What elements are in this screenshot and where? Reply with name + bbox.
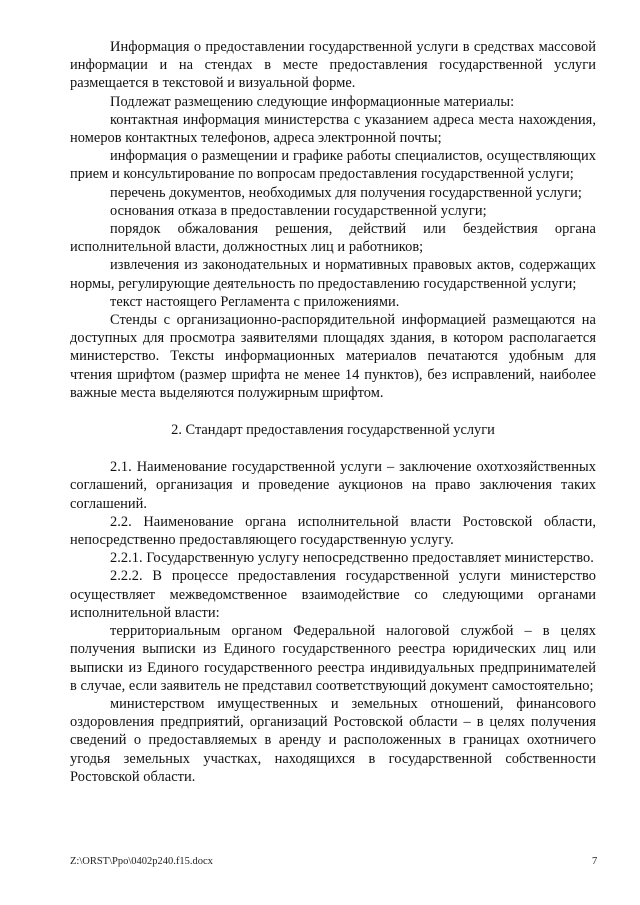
list-item: перечень документов, необходимых для получения государственной услуги;: [110, 184, 582, 201]
paragraph: 2.2. Наименование органа исполнительной власти Ростовской области, непосредственно предоставляющего государственную услугу.: [70, 513, 596, 549]
list-item: основания отказа в предоставлении государственной услуги;: [110, 202, 487, 219]
list-item: извлечения из законодательных и нормативных правовых актов, содержащих нормы, регулирующие деятельность по предоставлению государственной услуги;: [70, 257, 596, 292]
list-item: порядок обжалования решения, действий или бездействия органа исполнительной власти, должностных лиц и работников;: [70, 221, 596, 256]
paragraph: 2.2.2. В процессе предоставления государственной услуги министерство осуществляет межведомственное взаимодействие со следующими органами исполнительной власти:: [70, 568, 596, 621]
list-item: министерством имущественных и земельных отношений, финансового оздоровления предприятий, организаций Ростовской области – в целях получения сведений о предоставляемых в аренду и расположенных в границах охотничего угодья земельных участках, находящихся в государственной собственности Ростовской области.: [70, 695, 596, 785]
paragraph: Информация о предоставлении государственной услуги в средствах массовой информации и на стендах в месте предоставления государственной услуги размещается в текстовой и визуальной форме.: [70, 39, 596, 92]
page-number: 7: [592, 856, 598, 867]
paragraph: 2.1. Наименование государственной услуги – заключение охотхозяйственных соглашений, организация и проведение аукционов на право заключения таких соглашений.: [70, 459, 596, 512]
page-body: [70, 38, 596, 786]
list-item: территориальным органом Федеральной налоговой службой – в целях получения выписки из Единого государственного реестра юридических лиц или выписки из Единого государственного реестра индивидуальных предпринимателей в случае, если заявитель не представил соответствующий документ самостоятельно;: [70, 623, 596, 694]
footer-file-path: Z:\ORST\Ppo\0402p240.f15.docx: [70, 856, 213, 867]
list-item: текст настоящего Регламента с приложениями.: [110, 293, 400, 310]
paragraph: Стенды с организационно-распорядительной информацией размещаются на доступных для просмотра заявителями площадях здания, в котором располагается министерство. Тексты информационных материалов печатаются удобным для чтения шрифтом (размер шрифта не менее 14 пунктов), без исправлений, наиболее важные места выделяются полужирным шрифтом.: [70, 312, 596, 401]
list-item: контактная информация министерства с указанием адреса места нахождения, номеров контактных телефонов, адреса электронной почты;: [70, 111, 596, 147]
paragraph: 2.2.1. Государственную услугу непосредственно предоставляет министерство.: [110, 550, 594, 567]
paragraph: Подлежат размещению следующие информационные материалы:: [110, 93, 515, 110]
list-item: информация о размещении и графике работы специалистов, осуществляющих прием и консультирование по вопросам предоставления государственной услуги;: [70, 148, 596, 183]
section-heading: 2. Стандарт предоставления государственной услуги: [171, 422, 495, 439]
